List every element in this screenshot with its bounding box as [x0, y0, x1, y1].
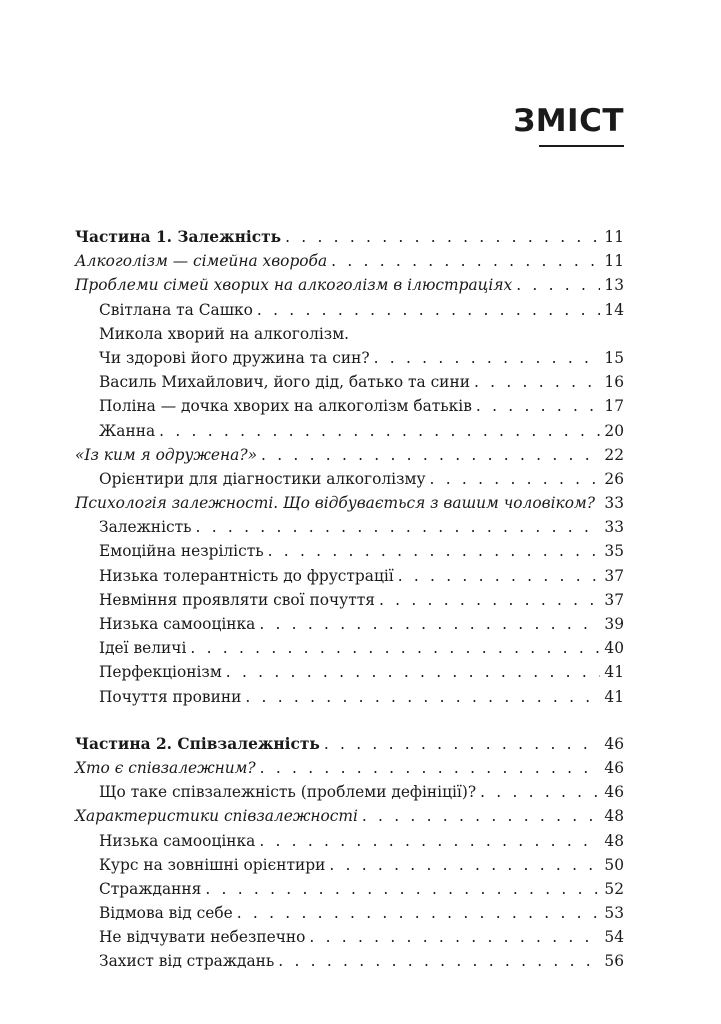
- toc-entry: [75, 518, 624, 542]
- toc-entry: [75, 832, 624, 856]
- toc-entry: [75, 567, 624, 591]
- toc-leader-dots: [599, 494, 600, 512]
- toc-entry-label: Страждання: [99, 879, 202, 898]
- toc-entry-label: Чи здорові його дружина та син?: [99, 348, 370, 367]
- toc-page-number: 46: [604, 783, 624, 802]
- toc-entry: [75, 807, 624, 831]
- toc-page-number: 46: [604, 734, 624, 753]
- toc-entry-label: Поліна — дочка хворих на алкоголізм батьків: [99, 397, 472, 416]
- toc-entry-label: Психологія залежності. Що відбувається з вашим чоловіком?: [75, 494, 595, 513]
- toc-entry: [75, 639, 624, 663]
- toc-page-number: 37: [604, 566, 624, 585]
- toc-entry-label: Низька самооцінка: [99, 831, 256, 850]
- toc-entry: [75, 615, 624, 639]
- toc-page-number: 53: [604, 904, 624, 923]
- toc-leader-dots: [278, 952, 600, 970]
- toc-entry-label: Залежність: [99, 518, 192, 537]
- toc-entry: [75, 494, 624, 518]
- toc-entry: [75, 422, 624, 446]
- toc-entry-label: Василь Михайлович, його дід, батько та сини: [99, 373, 470, 392]
- toc-entry: [75, 397, 624, 421]
- toc-entry-label: «Із ким я одружена?»: [75, 445, 258, 464]
- toc-page-number: 37: [604, 590, 624, 609]
- toc-entry-label: Захист від страждань: [99, 952, 275, 971]
- toc-page-number: 14: [604, 300, 624, 319]
- toc-entry-label: Жанна: [99, 421, 156, 440]
- toc-leader-dots: [374, 349, 601, 367]
- toc-entry: [75, 880, 624, 904]
- toc-entry-label: Що таке співзалежність (проблеми дефініції)?: [99, 783, 477, 802]
- toc-entry: [75, 446, 624, 470]
- toc-page-number: 33: [604, 518, 624, 537]
- toc-entry: [75, 904, 624, 928]
- toc-leader-dots: [196, 518, 601, 536]
- toc-page-number: 26: [604, 469, 624, 488]
- toc-leader-dots: [261, 446, 600, 464]
- toc-entry: [75, 759, 624, 783]
- toc-entry-label: Відмова від себе: [99, 904, 233, 923]
- toc-entry: [75, 735, 624, 759]
- toc-leader-dots: [324, 735, 601, 753]
- toc-entry: [75, 373, 624, 397]
- toc-leader-dots: [362, 807, 601, 825]
- toc-leader-dots: [259, 615, 600, 633]
- toc-page-number: 15: [604, 348, 624, 367]
- toc-page-number: 40: [604, 639, 624, 658]
- toc-entry-label: Частина 2. Співзалежність: [75, 734, 320, 753]
- toc-leader-dots: [474, 373, 600, 391]
- toc-page-number: 52: [604, 879, 624, 898]
- toc-page-number: 41: [604, 687, 624, 706]
- toc-page-number: 50: [604, 855, 624, 874]
- toc-page-number: 35: [604, 542, 624, 561]
- toc-entry-label: Проблеми сімей хворих на алкоголізм в ілюстраціях: [75, 276, 513, 295]
- toc-entry: [75, 591, 624, 615]
- toc-entry-label: Орієнтири для діагностики алкоголізму: [99, 469, 426, 488]
- toc-entry: [75, 928, 624, 952]
- toc-entry-label: Світлана та Сашко: [99, 300, 253, 319]
- toc-page-number: 13: [604, 276, 624, 295]
- toc-entry-label: Не відчувати небезпечно: [99, 928, 306, 947]
- toc-entry-label: Низька самооцінка: [99, 615, 256, 633]
- toc-entry-label: Перфекціонізм: [99, 663, 222, 682]
- page-title: ЗМІСТ: [513, 103, 624, 139]
- toc-entry-label: Невміння проявляти свої почуття: [99, 590, 375, 609]
- toc-entry: [75, 783, 624, 807]
- toc-leader-dots: [430, 470, 601, 488]
- toc-entry: [75, 252, 624, 276]
- toc-entry-label: Курс на зовнішні орієнтири: [99, 855, 326, 874]
- toc-leader-dots: [205, 880, 600, 898]
- toc-entry: [75, 301, 624, 325]
- toc-page-number: 54: [604, 928, 624, 947]
- toc-page-number: 56: [604, 952, 624, 971]
- toc-entry-label: Низька толерантність до фрустрації: [99, 566, 394, 585]
- toc-entry: [75, 228, 624, 252]
- toc-entry: [75, 663, 624, 687]
- toc-leader-dots: [309, 928, 600, 946]
- toc-leader-dots: [379, 591, 600, 609]
- toc-leader-dots: [237, 904, 601, 922]
- toc-page-number: 17: [604, 397, 624, 416]
- toc-entry: [75, 349, 624, 373]
- toc-leader-dots: [260, 759, 601, 777]
- toc-entry: [75, 952, 624, 976]
- toc-leader-dots: [329, 856, 600, 874]
- toc-leader-dots: [268, 542, 601, 560]
- toc-leader-dots: [159, 422, 600, 440]
- toc-page-number: 48: [604, 831, 624, 850]
- toc-entry: [75, 325, 624, 349]
- toc-leader-dots: [259, 832, 600, 850]
- toc-leader-dots: [226, 663, 601, 681]
- toc-entry: [75, 542, 624, 566]
- toc-page-number: 22: [604, 445, 624, 464]
- toc-entry: [75, 276, 624, 300]
- toc-page-number: 33: [604, 494, 624, 513]
- toc-entry: [75, 470, 624, 494]
- toc-page-number: 16: [604, 373, 624, 392]
- toc-leader-dots: [285, 228, 600, 246]
- toc-leader-dots: [476, 397, 601, 415]
- toc-page-number: 11: [604, 228, 624, 246]
- toc-entry-label: Почуття провини: [99, 687, 242, 706]
- toc-entry-label: Частина 1. Залежність: [75, 228, 282, 246]
- toc-leader-dots: [398, 567, 601, 585]
- toc-page-number: 11: [604, 252, 624, 271]
- toc-entry-label: Ідеї величі: [99, 639, 187, 658]
- toc-entry-label: Хто є співзалежним?: [75, 758, 256, 777]
- toc-leader-dots: [257, 301, 601, 319]
- toc-leader-dots: [516, 276, 600, 294]
- toc-entry-label: Емоційна незрілість: [99, 542, 264, 561]
- toc-entry-label: Микола хворий на алкоголізм.: [99, 324, 350, 343]
- toc-page-number: 46: [604, 758, 624, 777]
- toc-entry: [75, 856, 624, 880]
- toc-leader-dots: [245, 688, 600, 706]
- toc-entry: [75, 688, 624, 712]
- title-underline: [539, 145, 624, 147]
- toc-page-number: 41: [604, 663, 624, 682]
- toc-page-number: 39: [604, 615, 624, 633]
- toc-leader-dots: [190, 639, 600, 657]
- table-of-contents: [75, 228, 624, 977]
- toc-leader-dots: [331, 252, 600, 270]
- toc-entry-label: Характеристики співзалежності: [75, 807, 358, 826]
- toc-page-number: 48: [604, 807, 624, 826]
- toc-page-number: 20: [604, 421, 624, 440]
- toc-leader-dots: [480, 783, 600, 801]
- toc-entry-label: Алкоголізм — сімейна хвороба: [75, 252, 328, 271]
